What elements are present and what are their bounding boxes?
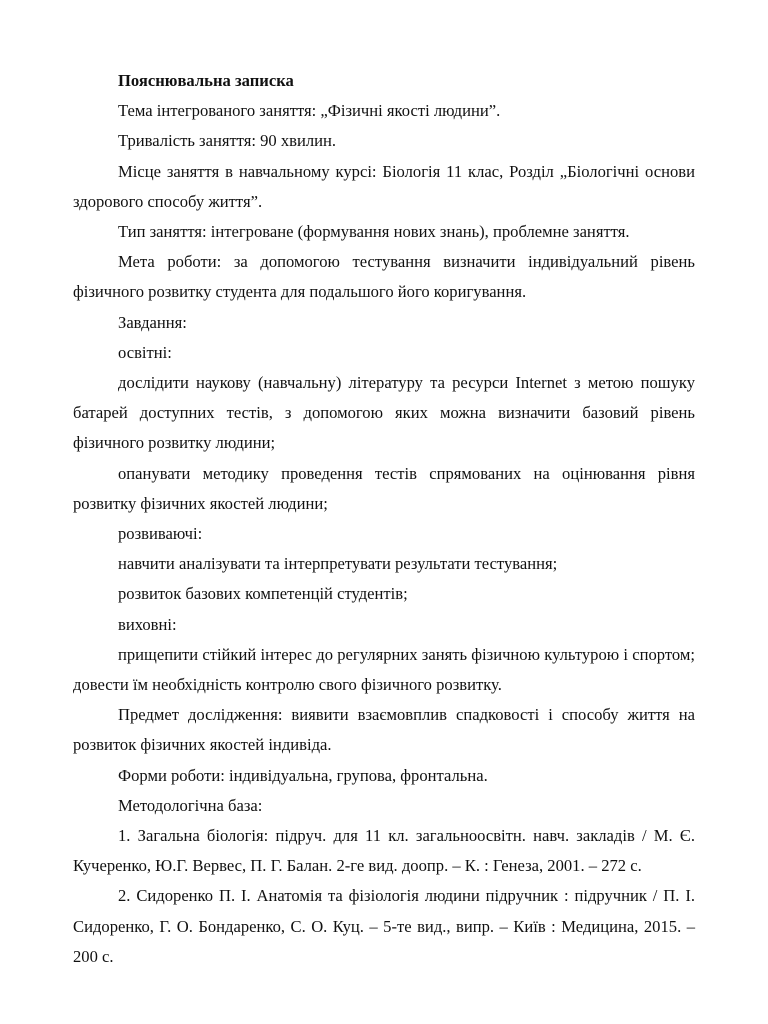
lesson-duration: Тривалість заняття: 90 хвилин. bbox=[118, 131, 337, 151]
developmental-task-2: розвиток базових компетенцій студентів; bbox=[118, 584, 408, 604]
work-forms: Форми роботи: індивідуальна, групова, фронтальна. bbox=[118, 765, 488, 785]
educational-task-1: дослідити наукову (навчальну) літературу та ресурси Internet з метою пошуку батарей доступних тестів, з допомогою яких можна визначити базовий рівень фізичного розвитку людини; bbox=[73, 373, 695, 453]
document-text bbox=[73, 66, 695, 972]
lesson-goal: Мета роботи: за допомогою тестування визначити індивідуальний рівень фізичного розвитку студента для подальшого його коригування. bbox=[73, 252, 695, 302]
lesson-place: Місце заняття в навчальному курсі: Біологія 11 клас, Розділ „Біологічні основи здорового способу життя”. bbox=[73, 161, 695, 211]
tasks-heading: Завдання: bbox=[118, 312, 187, 332]
document-title: Пояснювальна записка bbox=[118, 71, 294, 90]
methodology-heading: Методологічна база: bbox=[118, 795, 263, 815]
developmental-heading: розвиваючі: bbox=[118, 524, 203, 544]
lesson-type: Тип заняття: інтегроване (формування нових знань), проблемне заняття. bbox=[118, 222, 630, 242]
developmental-task-1: навчити аналізувати та інтерпретувати результати тестування; bbox=[118, 554, 558, 574]
educational-heading: освітні: bbox=[118, 342, 172, 362]
lesson-topic: Тема інтегрованого заняття: „Фізичні якості людини”. bbox=[118, 101, 501, 121]
upbringing-heading: виховні: bbox=[118, 614, 177, 634]
educational-task-2: опанувати методику проведення тестів спрямованих на оцінювання рівня розвитку фізичних якостей людини; bbox=[73, 463, 695, 513]
reference-1: 1. Загальна біологія: підруч. для 11 кл. загальноосвітн. навч. закладів / М. Є. Кучеренко, Ю.Г. Вервес, П. Г. Балан. 2-ге вид. доопр. – К. : Генеза, 2001. – 272 с. bbox=[73, 826, 695, 876]
research-subject: Предмет дослідження: виявити взаємовплив спадковості і способу життя на розвиток фізичних якостей індивіда. bbox=[73, 705, 695, 755]
reference-2: 2. Сидоренко П. І. Анатомія та фізіологія людини підручник : підручник / П. І. Сидоренко, Г. О. Бондаренко, С. О. Куц. – 5-те вид., випр. – Київ : Медицина, 2015. – 200 с. bbox=[73, 886, 695, 966]
upbringing-task: прищепити стійкий інтерес до регулярних занять фізичною культурою і спортом; довести їм необхідність контролю свого фізичного розвитку. bbox=[73, 644, 695, 695]
